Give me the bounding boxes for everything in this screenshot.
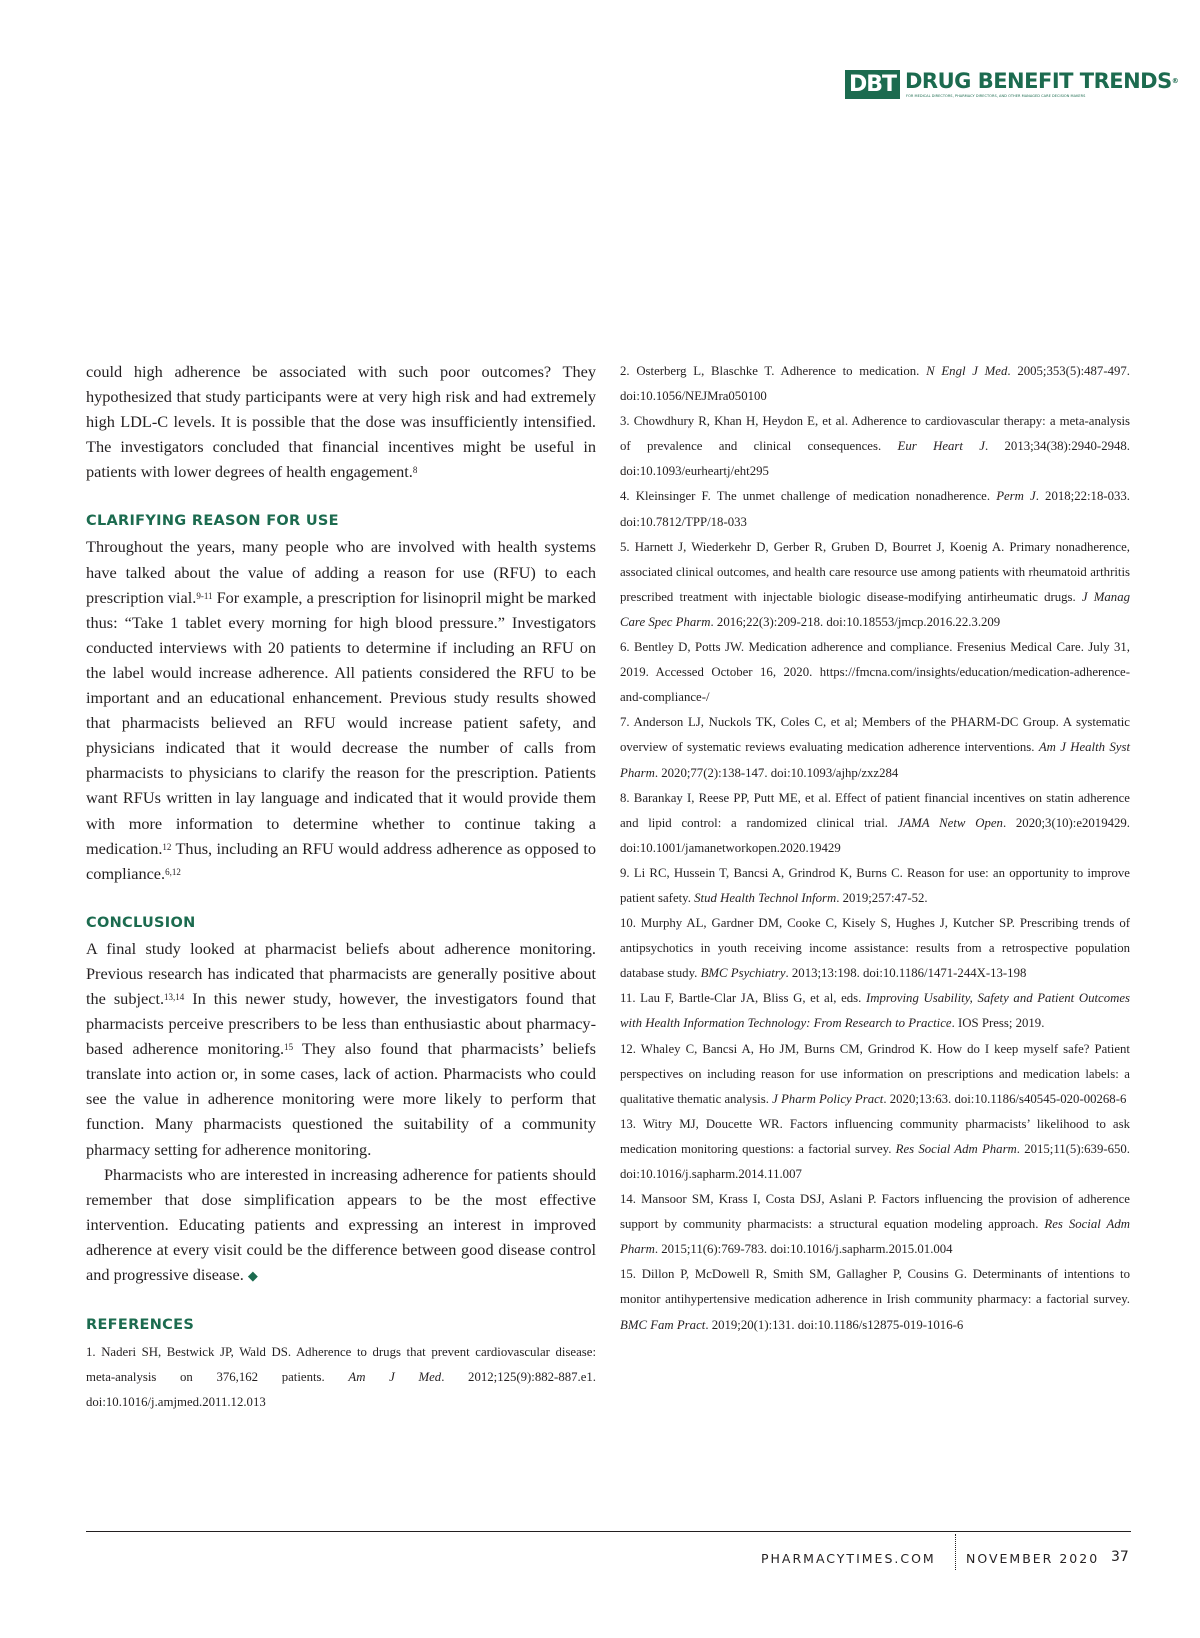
citation-sup: 6,12 <box>165 866 181 877</box>
reference-item: 11. Lau F, Bartle-Clar JA, Bliss G, et al, eds. Improving Usability, Safety and Patient Outcomes with Health Information Technology: From Research to Practice. IOS Press; 2019. <box>620 991 1131 1031</box>
citation-sup: 8 <box>412 465 418 476</box>
reference-item: 7. Anderson LJ, Nuckols TK, Coles C, et al; Members of the PHARM-DC Group. A systematic overview of systematic reviews evaluating medication adherence interventions. Am J Health Syst Pharm. 2020;77(2):138-147. doi:10.1093/ajhp/zxz284 <box>620 715 1131 780</box>
reference-item: 12. Whaley C, Bancsi A, Ho JM, Burns CM, Grindrod K. How do I keep myself safe? Patient perspectives on including reason for use information on prescriptions and medication labels: a qualitative thematic analysis. J Pharm Policy Pract. 2020;13:63. doi:10.1186/s40545-020-00268-6 <box>620 1041 1130 1106</box>
reference-item: 10. Murphy AL, Gardner DM, Cooke C, Kisely S, Hughes J, Kutcher SP. Prescribing trends of antipsychotics in youth receiving income assistance: results from a retrospective population database study. BMC Psychiatry. 2013;13:198. doi:10.1186/1471-244X-13-198 <box>620 916 1130 981</box>
reference-item: 1. Naderi SH, Bestwick JP, Wald DS. Adherence to drugs that prevent cardiovascular disease: meta-analysis on 376,162 patients. Am J Med. 2012;125(9):882-887.e1. doi:10.1016/j.amjmed.2011.12.013 <box>86 1345 596 1410</box>
footer-site: PHARMACYTIMES.COM <box>761 1551 936 1566</box>
left-column <box>86 359 596 1415</box>
reference-item: 5. Harnett J, Wiederkehr D, Gerber R, Gruben D, Bourret J, Koenig A. Primary nonadherence, associated clinical outcomes, and health care resource use among patients with rheumatoid arthritis prescribed treatment with injectable biologic disease-modifying antirheumatic drugs. J Manag Care Spec Pharm. 2016;22(3):209-218. doi:10.18553/jmcp.2016.22.3.209 <box>620 539 1131 629</box>
intro-paragraph: could high adherence be associated with such poor outcomes? They hypothesized that study participants were at very high risk and had extremely high LDL-C levels. It is possible that the dose was insufficiently intensified. The investigators concluded that financial incentives might be useful in patients with lower degrees of health engagement.$^8$ <box>86 362 596 482</box>
logo-title: DRUG BENEFIT TRENDS <box>905 69 1172 93</box>
reference-item: 13. Witry MJ, Doucette WR. Factors influencing community pharmacists’ likelihood to ask medication monitoring questions: a factorial survey. Res Social Adm Pharm. 2015;11(5):639-650. doi:10.1016/j.sapharm.2014.11.007 <box>620 1116 1130 1181</box>
drug-benefit-trends-logo <box>845 69 1179 103</box>
reference-item: 15. Dillon P, McDowell R, Smith SM, Gallagher P, Cousins G. Determinants of intentions to monitor antihypertensive medication adherence in Irish community pharmacy: a factorial survey. BMC Fam Pract. 2019;20(1):131. doi:10.1186/s12875-019-1016-6 <box>620 1267 1130 1332</box>
logo-trademark: ® <box>1171 77 1179 85</box>
reference-item: 8. Barankay I, Reese PP, Putt ME, et al. Effect of patient financial incentives on statin adherence and lipid control: a randomized clinical trial. JAMA Netw Open. 2020;3(10):e2019429. doi:10.1001/jamanetworkopen.2020.19429 <box>620 790 1130 855</box>
citation-sup: 9-11 <box>196 590 213 601</box>
end-mark-icon: ◆ <box>247 1268 258 1283</box>
reference-item: 3. Chowdhury R, Khan H, Heydon E, et al. Adherence to cardiovascular therapy: a meta-analysis of prevalence and clinical consequences. Eur Heart J. 2013;34(38):2940-2948. doi:10.1093/eurheartj/eht295 <box>620 414 1130 479</box>
reference-item: 2. Osterberg L, Blaschke T. Adherence to medication. N Engl J Med. 2005;353(5):487-497. doi:10.1056/NEJMra050100 <box>620 364 1130 404</box>
conclusion-paragraph: A final study looked at pharmacist beliefs about adherence monitoring. Previous research has indicated that pharmacists are generally positive about the subject.$^{13,14}$ In this newer study, however, the investigators found that pharmacists perceive prescribers to be less than enthusiastic about pharmacy-based adherence monitoring.$^{15}$ They also found that pharmacists’ beliefs translate into action or, in some cases, lack of action. Pharmacists who could see the value in adherence monitoring were more likely to perform that function. Many pharmacists questioned the suitability of a community pharmacy setting for adherence monitoring. <box>86 938 597 1159</box>
citation-sup: 13,14 <box>164 991 185 1002</box>
closing-paragraph: Pharmacists who are interested in increasing adherence for patients should remember that dose simplification appears to be the most effective intervention. Educating patients and expressing an interest in improved adherence at every visit could be the difference between good disease control and progressive disease. ◆ <box>86 1164 596 1284</box>
reference-item: 4. Kleinsinger F. The unmet challenge of medication nonadherence. Perm J. 2018;22:18-033. doi:10.7812/TPP/18-033 <box>620 489 1130 529</box>
logo-tagline: FOR MEDICAL DIRECTORS, PHARMACY DIRECTORS, AND OTHER MANAGED CARE DECISION MAKERS <box>906 94 1086 98</box>
footer-rule <box>86 1531 1131 1532</box>
reference-item: 14. Mansoor SM, Krass I, Costa DSJ, Aslani P. Factors influencing the provision of adherence support by community pharmacists: a structural equation modeling approach. Res Social Adm Pharm. 2015;11(6):769-783. doi:10.1016/j.sapharm.2015.01.004 <box>620 1192 1130 1257</box>
reference-list-left <box>86 1340 596 1415</box>
reference-item: 9. Li RC, Hussein T, Bancsi A, Grindrod K, Burns C. Reason for use: an opportunity to improve patient safety. Stud Health Technol Inform. 2019;257:47-52. <box>620 865 1130 905</box>
footer-date: NOVEMBER 2020 <box>966 1551 1100 1566</box>
logo-mark: DBT <box>845 70 900 99</box>
reference-item: 6. Bentley D, Potts JW. Medication adherence and compliance. Fresenius Medical Care. July 31, 2019. Accessed October 16, 2020. https://fmcna.com/insights/education/medication-adherence-and-compliance-/ <box>620 640 1130 705</box>
section-heading-references: REFERENCES <box>86 1317 195 1334</box>
page-number: 37 <box>1111 1549 1129 1565</box>
citation-sup: 12 <box>162 841 172 852</box>
section-heading-reason-for-use: CLARIFYING REASON FOR USE <box>86 513 339 530</box>
footer-separator <box>955 1534 956 1570</box>
citation-sup: 15 <box>284 1042 294 1053</box>
reference-list-right <box>620 359 1130 1338</box>
reason-for-use-paragraph: Throughout the years, many people who are involved with health systems have talked about the value of adding a reason for use (RFU) to each prescription vial.$^{9-11}$ For example, a prescription for lisinopril might be marked thus: “Take 1 tablet every morning for high blood pressure.” Investigators conducted interviews with 20 patients to determine if including an RFU on the label would increase adherence. All patients considered the RFU to be important and an educational enhancement. Previous study results showed that pharmacists believed an RFU would increase patient safety, and physicians indicated that it would decrease the number of calls from pharmacists to physicians to clarify the reason for the prescription. Patients want RFUs written in lay language and indicated that it would provide them with more information to determine whether to continue taking a medication.$^{12}$ Thus, including an RFU would address adherence as opposed to compliance.$^{6,12}$ <box>86 537 596 883</box>
section-heading-conclusion: CONCLUSION <box>86 914 196 931</box>
